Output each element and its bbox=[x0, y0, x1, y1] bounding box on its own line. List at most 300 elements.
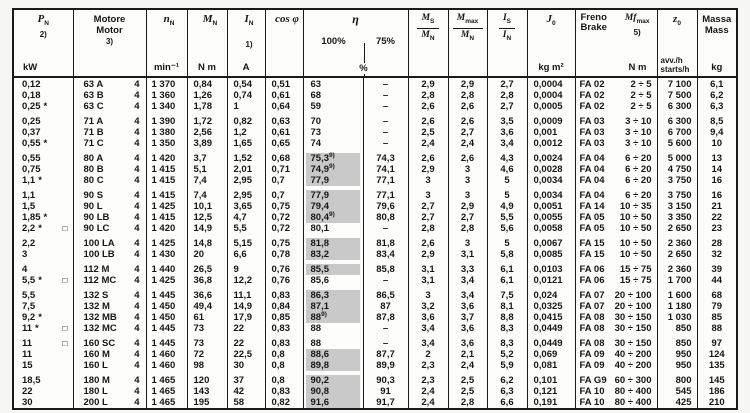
cell-is: 5,9 bbox=[487, 360, 527, 371]
cell-freno bbox=[575, 223, 657, 234]
cell-motor bbox=[73, 223, 146, 234]
brake-type: FA 15 bbox=[579, 249, 605, 260]
cell-ms: 3,6 bbox=[408, 312, 448, 323]
cell-pn: 11 * □ bbox=[13, 323, 73, 334]
cell-is: 5 bbox=[487, 175, 527, 186]
cell-e75: 74,1 bbox=[363, 164, 408, 175]
eta-75-label: 75% bbox=[375, 36, 395, 47]
table-row bbox=[13, 223, 737, 234]
table-row bbox=[13, 190, 737, 201]
cell-j0: 0,0121 bbox=[527, 275, 575, 286]
brake-type: FA 04 bbox=[579, 164, 605, 175]
cell-m: 36,6 bbox=[187, 290, 227, 301]
cell-i: 58 bbox=[227, 397, 265, 409]
brake-type: FA 06 bbox=[579, 275, 605, 286]
brake-torque-range: 30 ÷ 150 bbox=[614, 312, 652, 323]
cell-z0: 4 750 bbox=[657, 164, 697, 175]
cell-z0: 6 300 bbox=[657, 101, 697, 112]
motor-size: 80 A bbox=[83, 153, 104, 164]
cell-m: 20 bbox=[187, 249, 227, 260]
pn-unit: kW bbox=[23, 62, 38, 73]
cell-is: 6,2 bbox=[487, 375, 527, 386]
cell-j0: 0,191 bbox=[527, 397, 575, 409]
cell-motor bbox=[73, 190, 146, 201]
cell-is: 2,7 bbox=[487, 101, 527, 112]
pole-count: 4 bbox=[134, 90, 140, 101]
table-row bbox=[13, 90, 737, 101]
cell-j0: 0,0055 bbox=[527, 212, 575, 223]
motor-size: 112 M bbox=[83, 264, 110, 275]
cell-is: 5 bbox=[487, 238, 527, 249]
cell-motor bbox=[73, 264, 146, 275]
brake-type: FA 10 bbox=[579, 386, 605, 397]
cell-pn: 0,55 bbox=[13, 153, 73, 164]
cell-cos: 0,68 bbox=[265, 153, 303, 164]
cell-is: 2,7 bbox=[487, 79, 527, 90]
cell-e100 bbox=[303, 375, 363, 386]
cell-i: 0,82 bbox=[227, 116, 265, 127]
footnote-1: 1) bbox=[245, 40, 253, 50]
pn-symbol: $P_N$ bbox=[37, 13, 49, 28]
brake-torque-range: 20 ÷ 100 bbox=[614, 301, 652, 312]
cell-e75: 91,7 bbox=[363, 397, 408, 409]
motor-size: 80 B bbox=[83, 164, 104, 175]
cell-freno bbox=[575, 101, 657, 112]
motor-size: 90 S bbox=[83, 190, 104, 201]
cell-m: 3,7 bbox=[187, 153, 227, 164]
cell-is: 6,3 bbox=[487, 386, 527, 397]
cell-mass: 186 bbox=[708, 386, 725, 397]
cell-cos: 0,72 bbox=[265, 223, 303, 234]
cell-i: 1,65 bbox=[227, 138, 265, 149]
cell-pn: 30 bbox=[13, 397, 73, 409]
star-marker: * bbox=[43, 101, 48, 112]
cell-e75: – bbox=[363, 275, 408, 286]
cell-is: 5,5 bbox=[487, 212, 527, 223]
pole-count: 4 bbox=[134, 375, 140, 386]
pole-count: 4 bbox=[134, 349, 140, 360]
table-row bbox=[13, 349, 737, 360]
cell-z0: 3 750 bbox=[657, 190, 697, 201]
cell-is: 3,5 bbox=[487, 116, 527, 127]
cell-ms: 2,5 bbox=[408, 127, 448, 138]
cell-ms: 2,4 bbox=[408, 138, 448, 149]
cell-motor bbox=[73, 323, 146, 334]
cell-n: 1 450 bbox=[146, 312, 187, 323]
motor-size: 200 L bbox=[83, 397, 108, 408]
brake-type: FA 04 bbox=[579, 175, 605, 186]
cell-e75: – bbox=[363, 79, 408, 90]
cell-cos: 0,65 bbox=[265, 138, 303, 149]
cell-j0: 0,0005 bbox=[527, 101, 575, 112]
square-marker: □ bbox=[62, 223, 68, 233]
cell-mass: 9,4 bbox=[710, 127, 724, 138]
starts-unit-it: avv./h bbox=[660, 56, 683, 65]
cell-n: 1 390 bbox=[146, 116, 187, 127]
cell-n: 1 415 bbox=[146, 164, 187, 175]
cell-motor bbox=[73, 175, 146, 186]
table-row bbox=[13, 264, 737, 275]
motor-size: 160 SC bbox=[83, 338, 116, 349]
cell-pn: 22 bbox=[13, 386, 73, 397]
cell-m: 3,89 bbox=[187, 138, 227, 149]
cell-i: 37 bbox=[227, 375, 265, 386]
brake-type: FA 04 bbox=[579, 153, 605, 164]
cell-e75: 89,9 bbox=[363, 360, 408, 371]
pole-count: 4 bbox=[134, 101, 140, 112]
cell-freno bbox=[575, 290, 657, 301]
eta100-value-highlighted: 81,8 bbox=[306, 238, 360, 249]
cell-i: 1 bbox=[227, 101, 265, 112]
cell-m: 12,5 bbox=[187, 212, 227, 223]
cell-cos: 0,8 bbox=[265, 375, 303, 386]
table-row bbox=[13, 116, 737, 127]
cell-n: 1 360 bbox=[146, 90, 187, 101]
cell-e75: 81,8 bbox=[363, 238, 408, 249]
cell-freno bbox=[575, 397, 657, 409]
cell-n: 1 445 bbox=[146, 338, 187, 349]
cell-e100 bbox=[303, 116, 363, 127]
cell-e100 bbox=[303, 238, 363, 249]
cell-mmax: 2,7 bbox=[448, 212, 487, 223]
cell-pn: 1,5 bbox=[13, 201, 73, 212]
cell-m: 195 bbox=[187, 397, 227, 409]
cell-m: 0,84 bbox=[187, 79, 227, 90]
cell-j0: 0,0034 bbox=[527, 175, 575, 186]
cell-n: 1 425 bbox=[146, 238, 187, 249]
cell-i: 12,2 bbox=[227, 275, 265, 286]
cell-j0: 0,0103 bbox=[527, 264, 575, 275]
cell-motor bbox=[73, 164, 146, 175]
cell-z0: 3 150 bbox=[657, 201, 697, 212]
cell-e100 bbox=[303, 138, 363, 149]
cell-mass: 39 bbox=[711, 264, 723, 275]
cell-e100 bbox=[303, 312, 363, 323]
cell-pn: 1,85 * bbox=[13, 212, 73, 223]
cell-mmax: 2,6 bbox=[448, 153, 487, 164]
cell-n: 1 425 bbox=[146, 275, 187, 286]
cell-i: 17,9 bbox=[227, 312, 265, 323]
cell-ms: 3,1 bbox=[408, 264, 448, 275]
table-body bbox=[13, 77, 737, 409]
brake-type: FA 09 bbox=[579, 360, 605, 371]
pole-count: 4 bbox=[134, 301, 140, 312]
motor-size: 160 M bbox=[83, 349, 110, 360]
footnote-9-marker: 9) bbox=[329, 151, 335, 159]
cell-motor bbox=[73, 312, 146, 323]
eta100-value-highlighted: 85,5 bbox=[306, 264, 360, 275]
brake-torque-range: 3 ÷ 10 bbox=[625, 127, 652, 138]
brake-torque-range: 80 ÷ 400 bbox=[614, 386, 652, 397]
speed-unit: min⁻¹ bbox=[153, 62, 180, 73]
cell-n: 1 350 bbox=[146, 138, 187, 149]
pole-count: 4 bbox=[134, 264, 140, 275]
cell-n: 1 370 bbox=[146, 79, 187, 90]
cell-j0: 0,081 bbox=[527, 360, 575, 371]
pole-count: 4 bbox=[134, 138, 140, 149]
cell-cos: 0,75 bbox=[265, 201, 303, 212]
col-header-current: $I_N$ 1) A bbox=[227, 9, 265, 77]
cell-e75: 83,4 bbox=[363, 249, 408, 260]
cell-motor bbox=[73, 375, 146, 386]
cell-j0: 0,0449 bbox=[527, 323, 575, 334]
brake-type: FA 10 bbox=[579, 397, 605, 408]
cell-i: 0,54 bbox=[227, 79, 265, 90]
cell-motor bbox=[73, 138, 146, 149]
cell-pn: 11 bbox=[13, 349, 73, 360]
cell-n: 1 420 bbox=[146, 153, 187, 164]
cell-i: 30 bbox=[227, 360, 265, 371]
cell-freno bbox=[575, 249, 657, 260]
table-row bbox=[13, 375, 737, 386]
eta100-value-highlighted: 83,2 bbox=[306, 249, 360, 260]
brake-torque-range: 10 ÷ 50 bbox=[619, 249, 652, 260]
cell-cos: 0,83 bbox=[265, 323, 303, 334]
cell-motor bbox=[73, 338, 146, 349]
col-header-is-in: $I_S$ $I_N$ bbox=[487, 9, 527, 77]
col-header-pn bbox=[13, 9, 73, 77]
cell-e100 bbox=[303, 360, 363, 371]
cell-mass: 145 bbox=[708, 375, 725, 386]
brake-torque-range: 2 ÷ 5 bbox=[630, 79, 652, 90]
cell-cos: 0,83 bbox=[265, 338, 303, 349]
cell-m: 7,4 bbox=[187, 190, 227, 201]
cell-ms: 2,4 bbox=[408, 397, 448, 409]
cell-freno bbox=[575, 153, 657, 164]
cell-m: 26,5 bbox=[187, 264, 227, 275]
brake-torque-range: 60 ÷ 300 bbox=[614, 375, 652, 386]
cell-n: 1 450 bbox=[146, 301, 187, 312]
brake-torque-range: 10 ÷ 35 bbox=[619, 201, 652, 212]
cell-e100 bbox=[303, 212, 363, 223]
cell-pn: 0,12 bbox=[13, 79, 73, 90]
cell-e75: – bbox=[363, 338, 408, 349]
pole-count: 4 bbox=[134, 212, 140, 223]
cell-n: 1 430 bbox=[146, 249, 187, 260]
col-header-cosphi: cos φ bbox=[265, 9, 303, 77]
cell-m: 1,78 bbox=[187, 101, 227, 112]
eta100-value-highlighted: 86,3 bbox=[306, 290, 360, 301]
cell-freno bbox=[575, 323, 657, 334]
cell-mmax: 3,1 bbox=[448, 249, 487, 260]
motor-size: 132 M bbox=[83, 301, 110, 312]
table-row bbox=[13, 175, 737, 186]
cell-is: 8,3 bbox=[487, 338, 527, 349]
eta100-value: 80,1 bbox=[310, 223, 329, 234]
cell-mass: 97 bbox=[711, 338, 723, 349]
cell-freno bbox=[575, 201, 657, 212]
cell-mass: 13 bbox=[711, 153, 723, 164]
cell-mass: 85 bbox=[711, 312, 723, 323]
pole-count: 4 bbox=[134, 397, 140, 408]
cell-e75: – bbox=[363, 90, 408, 101]
cell-ms: 2,8 bbox=[408, 223, 448, 234]
cell-ms: 2,6 bbox=[408, 101, 448, 112]
cell-mass: 32 bbox=[711, 249, 723, 260]
footnote-9-marker: 9) bbox=[329, 162, 335, 170]
cell-is: 6,6 bbox=[487, 397, 527, 409]
cell-freno bbox=[575, 138, 657, 149]
cell-n: 1 460 bbox=[146, 360, 187, 371]
cell-n: 1 415 bbox=[146, 175, 187, 186]
cell-j0: 0,0012 bbox=[527, 138, 575, 149]
cell-ms: 3 bbox=[408, 175, 448, 186]
cell-pn: 1,1 bbox=[13, 190, 73, 201]
cell-n: 1 420 bbox=[146, 223, 187, 234]
cell-n: 1 440 bbox=[146, 264, 187, 275]
cell-e100 bbox=[303, 338, 363, 349]
star-marker: * bbox=[35, 323, 39, 334]
eta100-value: 85,6 bbox=[310, 275, 329, 286]
table-row bbox=[13, 323, 737, 334]
motor-size: 71 A bbox=[83, 116, 104, 127]
cell-is: 3,4 bbox=[487, 138, 527, 149]
cell-e75: 80,8 bbox=[363, 212, 408, 223]
cell-ms: 2,9 bbox=[408, 249, 448, 260]
cell-i: 4,7 bbox=[227, 212, 265, 223]
cell-mmax: 3,3 bbox=[448, 264, 487, 275]
cell-mass: 68 bbox=[711, 290, 723, 301]
cell-n: 1 415 bbox=[146, 190, 187, 201]
cell-cos: 0,85 bbox=[265, 312, 303, 323]
cell-z0: 850 bbox=[657, 338, 697, 349]
cell-motor bbox=[73, 290, 146, 301]
brake-torque-range: 6 ÷ 20 bbox=[625, 164, 652, 175]
cell-e100 bbox=[303, 264, 363, 275]
cell-mmax: 3 bbox=[448, 190, 487, 201]
brake-type: FA G9 bbox=[579, 375, 607, 386]
brake-type: FA 07 bbox=[579, 301, 605, 312]
cell-z0: 1 600 bbox=[657, 290, 697, 301]
cell-z0: 2 650 bbox=[657, 223, 697, 234]
eta100-value: 68 bbox=[310, 90, 322, 101]
star-marker: * bbox=[38, 175, 42, 186]
cell-n: 1 465 bbox=[146, 375, 187, 386]
cell-motor bbox=[73, 301, 146, 312]
cell-motor bbox=[73, 249, 146, 260]
brake-torque-range: 2 ÷ 5 bbox=[630, 90, 652, 101]
cell-n: 1 445 bbox=[146, 290, 187, 301]
eta-100-label: 100% bbox=[321, 36, 346, 47]
cell-j0: 0,0028 bbox=[527, 164, 575, 175]
cell-freno bbox=[575, 301, 657, 312]
cell-j0: 0,0004 bbox=[527, 90, 575, 101]
motor-size: 90 LC bbox=[83, 223, 110, 234]
mass-unit: kg bbox=[711, 62, 723, 73]
table-row bbox=[13, 101, 737, 112]
cell-is: 7,5 bbox=[487, 290, 527, 301]
cell-mmax: 3 bbox=[448, 164, 487, 175]
cell-m: 1,26 bbox=[187, 90, 227, 101]
cell-ms: 2,7 bbox=[408, 212, 448, 223]
cell-is: 5,2 bbox=[487, 349, 527, 360]
table-row bbox=[13, 386, 737, 397]
brake-type: FA 03 bbox=[579, 127, 605, 138]
brake-type: FA 08 bbox=[579, 338, 605, 349]
brake-type: FA 15 bbox=[579, 238, 605, 249]
star-marker: * bbox=[38, 275, 42, 286]
cell-cos: 0,61 bbox=[265, 127, 303, 138]
cell-ms: 3 bbox=[408, 190, 448, 201]
eta100-value-highlighted: 87,1 bbox=[306, 301, 360, 312]
footnote-2: 2) bbox=[39, 30, 47, 40]
cell-cos: 0,64 bbox=[265, 101, 303, 112]
starts-unit-en: starts/h bbox=[660, 65, 690, 74]
cell-freno bbox=[575, 360, 657, 371]
cell-i: 22 bbox=[227, 323, 265, 334]
cell-z0: 850 bbox=[657, 323, 697, 334]
eta100-value-highlighted: 88,6 bbox=[306, 349, 360, 360]
cell-pn: 5,5 * □ bbox=[13, 275, 73, 286]
cell-pn: 15 bbox=[13, 360, 73, 371]
inertia-unit: kg m² bbox=[538, 62, 564, 73]
cell-m: 2,56 bbox=[187, 127, 227, 138]
table-row bbox=[13, 164, 737, 175]
cell-j0: 0,024 bbox=[527, 290, 575, 301]
cell-e75: – bbox=[363, 138, 408, 149]
cell-j0: 0,0449 bbox=[527, 338, 575, 349]
cell-m: 5,1 bbox=[187, 164, 227, 175]
cell-motor bbox=[73, 238, 146, 249]
cell-m: 14,8 bbox=[187, 238, 227, 249]
motor-size: 100 LB bbox=[83, 249, 115, 260]
cell-e100 bbox=[303, 90, 363, 101]
cell-mmax: 2,6 bbox=[448, 101, 487, 112]
cell-ms: 2,3 bbox=[408, 360, 448, 371]
cell-is: 5 bbox=[487, 190, 527, 201]
cell-pn: 1,1 * bbox=[13, 175, 73, 186]
brake-torque-range: 80 ÷ 400 bbox=[614, 397, 652, 408]
col-header-starts: $z_0$ avv./h starts/h bbox=[657, 9, 697, 77]
motor-size: 80 C bbox=[83, 175, 104, 186]
cell-j0: 0,0058 bbox=[527, 223, 575, 234]
cell-mmax: 2,8 bbox=[448, 223, 487, 234]
cell-m: 49,4 bbox=[187, 301, 227, 312]
eta100-value: 70 bbox=[310, 116, 322, 127]
cell-j0: 0,0034 bbox=[527, 190, 575, 201]
cell-mmax: 2,6 bbox=[448, 116, 487, 127]
cell-ms: 2,7 bbox=[408, 201, 448, 212]
motor-size: 63 C bbox=[83, 101, 104, 112]
cell-pn: 18,5 bbox=[13, 375, 73, 386]
cell-motor bbox=[73, 153, 146, 164]
cell-cos: 0,78 bbox=[265, 249, 303, 260]
motor-size: 63 B bbox=[83, 90, 104, 101]
cell-mmax: 2,4 bbox=[448, 360, 487, 371]
cell-i: 2,01 bbox=[227, 164, 265, 175]
brake-torque-range: 15 ÷ 75 bbox=[619, 275, 652, 286]
cell-motor bbox=[73, 212, 146, 223]
brake-torque-range: 10 ÷ 50 bbox=[619, 212, 652, 223]
cell-e75: 90,3 bbox=[363, 375, 408, 386]
cell-mmax: 3,4 bbox=[448, 275, 487, 286]
cell-m: 73 bbox=[187, 323, 227, 334]
cell-mass: 8,5 bbox=[710, 116, 724, 127]
cell-z0: 2 360 bbox=[657, 264, 697, 275]
cell-ms: 2,9 bbox=[408, 79, 448, 90]
cell-z0: 5 000 bbox=[657, 153, 697, 164]
cell-mass: 6,1 bbox=[710, 79, 724, 90]
cell-cos: 0,83 bbox=[265, 386, 303, 397]
col-header-mmax-mn: $M_{max}$ $M_N$ bbox=[448, 9, 487, 77]
cell-m: 36,8 bbox=[187, 275, 227, 286]
cell-z0: 545 bbox=[657, 386, 697, 397]
cell-i: 5,5 bbox=[227, 223, 265, 234]
cell-mass: 124 bbox=[708, 349, 725, 360]
cell-i: 42 bbox=[227, 386, 265, 397]
eta100-value: 73 bbox=[310, 127, 322, 138]
cell-is: 4,3 bbox=[487, 153, 527, 164]
